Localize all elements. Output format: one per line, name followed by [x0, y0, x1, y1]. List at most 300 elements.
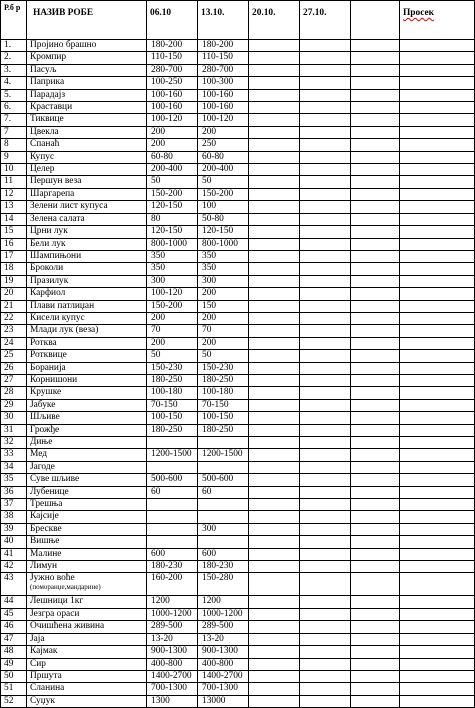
product-name: Јабуке: [27, 399, 147, 411]
row-number: 23: [1, 325, 27, 337]
header-date-3: 20.10.: [249, 1, 300, 40]
average-cell: [400, 486, 475, 498]
average-cell: [400, 683, 475, 695]
price-27-10: [300, 548, 351, 560]
price-27-10: [300, 226, 351, 238]
row-number: 12: [1, 188, 27, 200]
average-cell: [400, 658, 475, 670]
product-name: Очишћена живина: [27, 621, 147, 633]
price-20-10: [249, 114, 300, 126]
price-06-10: 180-250: [147, 424, 198, 436]
header-empty: [351, 1, 400, 40]
average-cell: [400, 536, 475, 548]
price-27-10: [300, 201, 351, 213]
price-06-10: 1200-1500: [147, 449, 198, 461]
row-number: 4.: [1, 77, 27, 89]
row-number: 9: [1, 151, 27, 163]
price-13-10: 350: [198, 263, 249, 275]
extra-cell: [351, 683, 400, 695]
price-27-10: [300, 350, 351, 362]
row-number: 52: [1, 695, 27, 707]
extra-cell: [351, 40, 400, 52]
average-cell: [400, 40, 475, 52]
price-27-10: [300, 499, 351, 511]
extra-cell: [351, 437, 400, 449]
table-row: [1, 275, 475, 287]
product-name: Кајмак: [27, 646, 147, 658]
price-13-10: 100-300: [198, 77, 249, 89]
price-13-10: 400-800: [198, 658, 249, 670]
price-20-10: [249, 424, 300, 436]
product-name: Лимун: [27, 561, 147, 573]
price-27-10: [300, 621, 351, 633]
price-13-10: 900-1300: [198, 646, 249, 658]
price-20-10: [249, 387, 300, 399]
price-06-10: 100-180: [147, 387, 198, 399]
average-cell: [400, 337, 475, 349]
price-20-10: [249, 658, 300, 670]
product-name: Суџук: [27, 695, 147, 707]
product-name-note: (поморанџе,мандарине): [30, 583, 101, 592]
header-date-4: 27.10.: [300, 1, 351, 40]
price-13-10: 200: [198, 288, 249, 300]
price-13-10: 70-150: [198, 399, 249, 411]
price-27-10: [300, 312, 351, 324]
product-name: Кисели купус: [27, 312, 147, 324]
product-name: Броколи: [27, 263, 147, 275]
price-20-10: [249, 275, 300, 287]
extra-cell: [351, 412, 400, 424]
product-name: Шљиве: [27, 412, 147, 424]
price-13-10: 100: [198, 201, 249, 213]
price-27-10: [300, 511, 351, 523]
price-20-10: [249, 64, 300, 76]
table-row: [1, 486, 475, 498]
price-06-10: 800-1000: [147, 238, 198, 250]
row-number: 33: [1, 449, 27, 461]
row-number: 13: [1, 201, 27, 213]
price-27-10: [300, 114, 351, 126]
price-20-10: [249, 474, 300, 486]
price-06-10: 700-1300: [147, 683, 198, 695]
average-cell: [400, 263, 475, 275]
average-cell: [400, 325, 475, 337]
extra-cell: [351, 102, 400, 114]
price-20-10: [249, 499, 300, 511]
average-cell: [400, 374, 475, 386]
table-row: [1, 670, 475, 682]
row-number: 22: [1, 312, 27, 324]
average-cell: [400, 573, 475, 596]
product-name: Лубенице: [27, 486, 147, 498]
average-cell: [400, 164, 475, 176]
average-cell: [400, 461, 475, 473]
table-row: [1, 188, 475, 200]
price-27-10: [300, 523, 351, 535]
table-row: [1, 226, 475, 238]
row-number: 46: [1, 621, 27, 633]
average-cell: [400, 350, 475, 362]
extra-cell: [351, 646, 400, 658]
average-cell: [400, 596, 475, 608]
row-number: 15: [1, 226, 27, 238]
average-cell: [400, 561, 475, 573]
price-27-10: [300, 325, 351, 337]
price-06-10: 100-160: [147, 102, 198, 114]
table-row: [1, 437, 475, 449]
product-name: Црни лук: [27, 226, 147, 238]
extra-cell: [351, 670, 400, 682]
table-row: [1, 523, 475, 535]
price-06-10: 100-120: [147, 114, 198, 126]
price-06-10: 120-150: [147, 226, 198, 238]
product-name: Пршута: [27, 670, 147, 682]
table-row: [1, 399, 475, 411]
extra-cell: [351, 77, 400, 89]
table-row: [1, 213, 475, 225]
price-20-10: [249, 89, 300, 101]
average-cell: [400, 139, 475, 151]
price-13-10: 100-180: [198, 387, 249, 399]
product-name: Ротква: [27, 337, 147, 349]
average-cell: [400, 362, 475, 374]
price-06-10: 100-120: [147, 288, 198, 300]
price-20-10: [249, 139, 300, 151]
price-13-10: 1000-1200: [198, 608, 249, 620]
table-row: [1, 511, 475, 523]
price-27-10: [300, 374, 351, 386]
average-cell: [400, 449, 475, 461]
price-13-10: 60: [198, 486, 249, 498]
price-20-10: [249, 164, 300, 176]
price-20-10: [249, 670, 300, 682]
price-20-10: [249, 250, 300, 262]
price-27-10: [300, 52, 351, 64]
price-20-10: [249, 362, 300, 374]
price-13-10: 50: [198, 350, 249, 362]
price-06-10: 900-1300: [147, 646, 198, 658]
price-20-10: [249, 350, 300, 362]
price-20-10: [249, 399, 300, 411]
price-13-10: 100-160: [198, 102, 249, 114]
price-27-10: [300, 633, 351, 645]
extra-cell: [351, 486, 400, 498]
average-cell: [400, 621, 475, 633]
price-27-10: [300, 536, 351, 548]
price-27-10: [300, 176, 351, 188]
product-name: Вишње: [27, 536, 147, 548]
table-row: [1, 658, 475, 670]
extra-cell: [351, 238, 400, 250]
price-20-10: [249, 288, 300, 300]
price-20-10: [249, 102, 300, 114]
table-row: [1, 596, 475, 608]
average-cell: [400, 126, 475, 138]
price-20-10: [249, 511, 300, 523]
price-27-10: [300, 449, 351, 461]
row-number: 47: [1, 633, 27, 645]
price-20-10: [249, 449, 300, 461]
extra-cell: [351, 621, 400, 633]
product-name: Празилук: [27, 275, 147, 287]
row-number: 42: [1, 561, 27, 573]
row-number: 8: [1, 139, 27, 151]
price-06-10: 70: [147, 325, 198, 337]
price-13-10: 100-160: [198, 89, 249, 101]
table-row: [1, 102, 475, 114]
price-06-10: 200: [147, 126, 198, 138]
average-cell: [400, 288, 475, 300]
price-27-10: [300, 40, 351, 52]
row-number: 48: [1, 646, 27, 658]
price-20-10: [249, 633, 300, 645]
product-name: Шаргарепа: [27, 188, 147, 200]
product-name: Јаја: [27, 633, 147, 645]
price-27-10: [300, 461, 351, 473]
price-06-10: 150-200: [147, 300, 198, 312]
table-row: [1, 573, 475, 596]
average-cell: [400, 226, 475, 238]
price-13-10: 60-80: [198, 151, 249, 163]
price-06-10: 289-500: [147, 621, 198, 633]
price-13-10: 1200: [198, 596, 249, 608]
price-13-10: [198, 511, 249, 523]
table-row: [1, 176, 475, 188]
row-number: 31: [1, 424, 27, 436]
price-13-10: 600: [198, 548, 249, 560]
extra-cell: [351, 399, 400, 411]
table-row: [1, 695, 475, 707]
row-number: 34: [1, 461, 27, 473]
row-number: 45: [1, 608, 27, 620]
row-number: 10: [1, 164, 27, 176]
row-number: 11: [1, 176, 27, 188]
price-13-10: 800-1000: [198, 238, 249, 250]
product-name: Боранија: [27, 362, 147, 374]
price-06-10: 1000-1200: [147, 608, 198, 620]
extra-cell: [351, 573, 400, 596]
price-13-10: 180-250: [198, 424, 249, 436]
price-13-10: 100-150: [198, 412, 249, 424]
price-06-10: 120-150: [147, 201, 198, 213]
price-13-10: 110-150: [198, 52, 249, 64]
price-20-10: [249, 263, 300, 275]
table-row: [1, 151, 475, 163]
price-13-10: 120-150: [198, 226, 249, 238]
price-27-10: [300, 102, 351, 114]
price-27-10: [300, 139, 351, 151]
price-13-10: 13-20: [198, 633, 249, 645]
extra-cell: [351, 608, 400, 620]
extra-cell: [351, 695, 400, 707]
average-cell: [400, 275, 475, 287]
product-name: Кромпир: [27, 52, 147, 64]
average-cell: [400, 250, 475, 262]
price-13-10: [198, 536, 249, 548]
price-06-10: [147, 511, 198, 523]
table-row: [1, 52, 475, 64]
price-27-10: [300, 387, 351, 399]
product-name: Краставци: [27, 102, 147, 114]
average-cell: [400, 52, 475, 64]
product-name: Карфиол: [27, 288, 147, 300]
price-06-10: 400-800: [147, 658, 198, 670]
extra-cell: [351, 164, 400, 176]
price-27-10: [300, 399, 351, 411]
table-row: [1, 608, 475, 620]
price-20-10: [249, 548, 300, 560]
row-number: 21: [1, 300, 27, 312]
table-row: [1, 337, 475, 349]
extra-cell: [351, 325, 400, 337]
row-number: 17: [1, 250, 27, 262]
average-cell: [400, 238, 475, 250]
price-27-10: [300, 300, 351, 312]
extra-cell: [351, 64, 400, 76]
row-number: 3.: [1, 64, 27, 76]
product-name: Тиквице: [27, 114, 147, 126]
table-row: [1, 621, 475, 633]
extra-cell: [351, 523, 400, 535]
price-27-10: [300, 437, 351, 449]
price-20-10: [249, 52, 300, 64]
price-06-10: 1400-2700: [147, 670, 198, 682]
price-27-10: [300, 573, 351, 596]
product-name: Целер: [27, 164, 147, 176]
price-06-10: 100-250: [147, 77, 198, 89]
price-27-10: [300, 213, 351, 225]
price-20-10: [249, 188, 300, 200]
price-13-10: 200: [198, 337, 249, 349]
price-20-10: [249, 646, 300, 658]
price-06-10: [147, 437, 198, 449]
price-13-10: 700-1300: [198, 683, 249, 695]
row-number: 29: [1, 399, 27, 411]
price-20-10: [249, 300, 300, 312]
price-27-10: [300, 238, 351, 250]
price-13-10: 300: [198, 523, 249, 535]
price-06-10: 60-80: [147, 151, 198, 163]
extra-cell: [351, 548, 400, 560]
price-13-10: 289-500: [198, 621, 249, 633]
table-row: [1, 412, 475, 424]
row-number: 18: [1, 263, 27, 275]
price-20-10: [249, 40, 300, 52]
price-20-10: [249, 596, 300, 608]
extra-cell: [351, 226, 400, 238]
table-row: [1, 536, 475, 548]
price-06-10: 300: [147, 275, 198, 287]
price-06-10: 180-250: [147, 374, 198, 386]
price-06-10: [147, 499, 198, 511]
average-cell: [400, 670, 475, 682]
table-row: [1, 387, 475, 399]
average-cell: [400, 633, 475, 645]
price-06-10: 180-230: [147, 561, 198, 573]
average-cell: [400, 312, 475, 324]
average-cell: [400, 188, 475, 200]
row-number: 51: [1, 683, 27, 695]
price-27-10: [300, 64, 351, 76]
price-13-10: 280-700: [198, 64, 249, 76]
price-20-10: [249, 621, 300, 633]
price-13-10: 200: [198, 312, 249, 324]
price-06-10: 13-20: [147, 633, 198, 645]
row-number: 28: [1, 387, 27, 399]
table-row: [1, 139, 475, 151]
price-06-10: 100-150: [147, 412, 198, 424]
price-13-10: 500-600: [198, 474, 249, 486]
price-13-10: 300: [198, 275, 249, 287]
price-27-10: [300, 670, 351, 682]
price-27-10: [300, 188, 351, 200]
price-27-10: [300, 337, 351, 349]
price-27-10: [300, 164, 351, 176]
table-row: [1, 201, 475, 213]
product-name: Ротквице: [27, 350, 147, 362]
product-name: Бели лук: [27, 238, 147, 250]
row-number: 36: [1, 486, 27, 498]
price-20-10: [249, 374, 300, 386]
average-cell: [400, 548, 475, 560]
price-27-10: [300, 126, 351, 138]
price-13-10: 70: [198, 325, 249, 337]
price-13-10: 150: [198, 300, 249, 312]
row-number: 16: [1, 238, 27, 250]
product-name: Першун веза: [27, 176, 147, 188]
row-number: 39: [1, 523, 27, 535]
price-20-10: [249, 337, 300, 349]
price-20-10: [249, 325, 300, 337]
table-row: [1, 561, 475, 573]
price-20-10: [249, 536, 300, 548]
product-name: Кајсије: [27, 511, 147, 523]
price-06-10: [147, 461, 198, 473]
price-06-10: [147, 523, 198, 535]
price-06-10: 1300: [147, 695, 198, 707]
extra-cell: [351, 288, 400, 300]
extra-cell: [351, 188, 400, 200]
product-name: Јагоде: [27, 461, 147, 473]
price-20-10: [249, 312, 300, 324]
price-20-10: [249, 201, 300, 213]
extra-cell: [351, 633, 400, 645]
extra-cell: [351, 52, 400, 64]
product-name: Цвекла: [27, 126, 147, 138]
row-number: 1.: [1, 40, 27, 52]
table-row: [1, 300, 475, 312]
average-cell: [400, 151, 475, 163]
extra-cell: [351, 201, 400, 213]
price-20-10: [249, 437, 300, 449]
average-cell: [400, 399, 475, 411]
table-row: [1, 64, 475, 76]
table-row: [1, 89, 475, 101]
product-name: Сир: [27, 658, 147, 670]
average-cell: [400, 213, 475, 225]
extra-cell: [351, 362, 400, 374]
price-20-10: [249, 226, 300, 238]
price-13-10: [198, 437, 249, 449]
table-row: [1, 474, 475, 486]
product-name: Мед: [27, 449, 147, 461]
row-number: 49: [1, 658, 27, 670]
table-row: [1, 114, 475, 126]
row-number: 38: [1, 511, 27, 523]
price-06-10: 150-230: [147, 362, 198, 374]
row-number: 5.: [1, 89, 27, 101]
price-06-10: 200: [147, 312, 198, 324]
